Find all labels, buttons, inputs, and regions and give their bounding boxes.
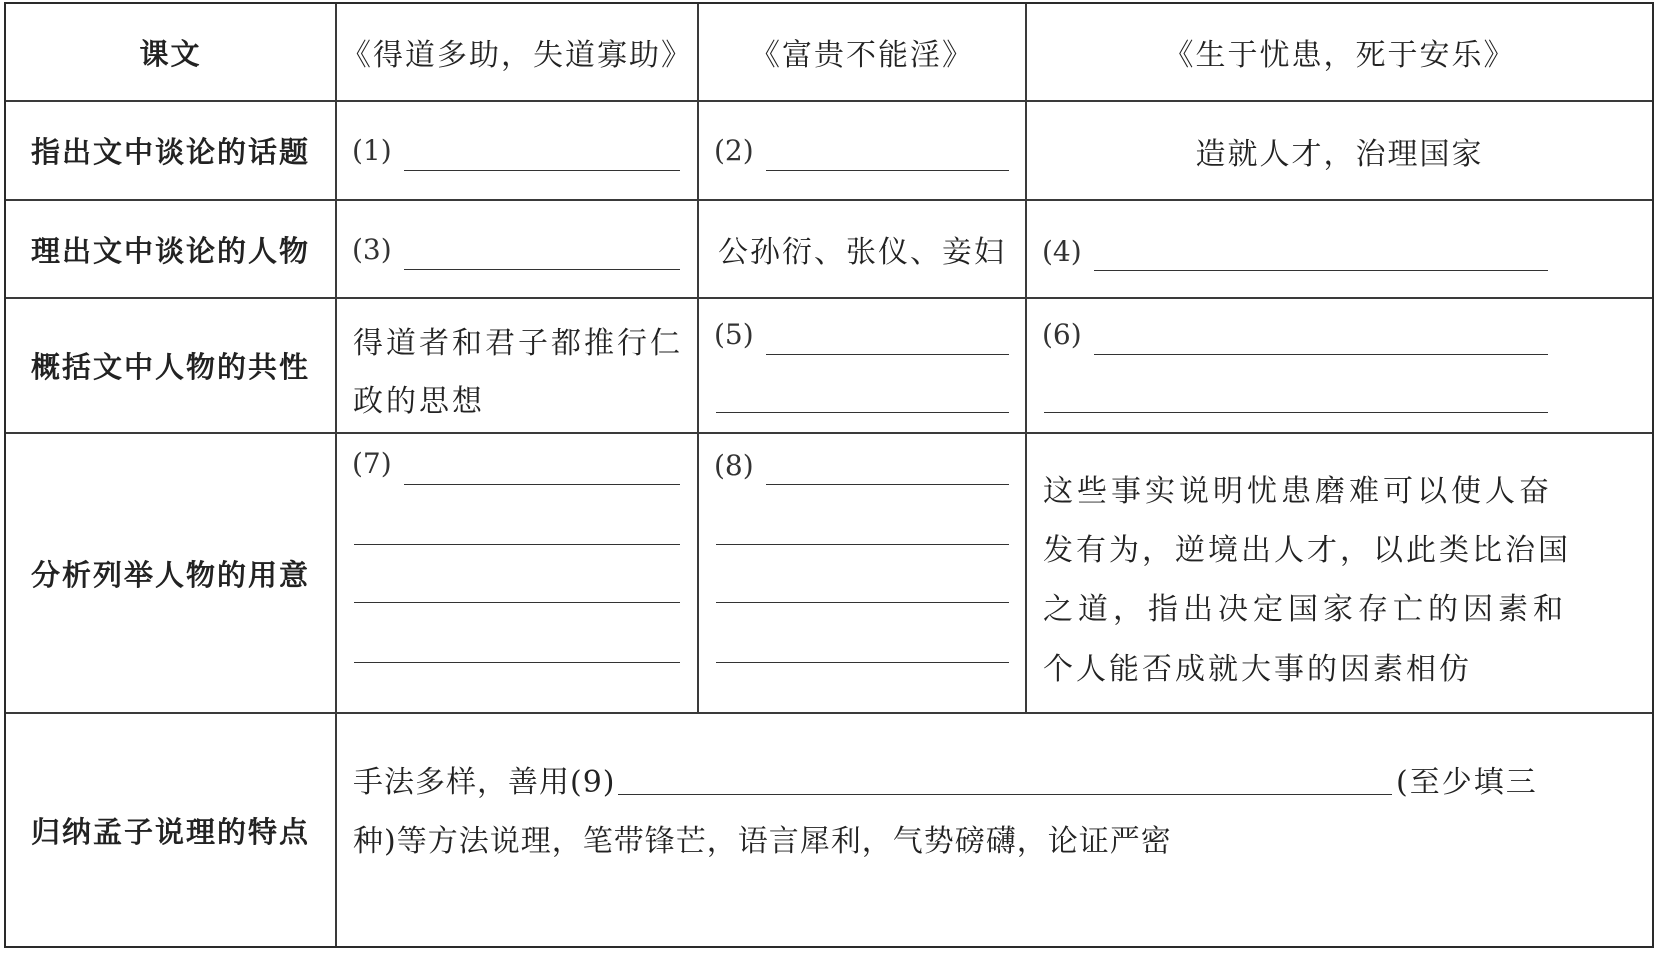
blank-number-3: (3) <box>352 233 392 266</box>
people-answer-2: 公孙衍、张仪、妾妇 <box>718 235 1006 270</box>
answer-blank-6a[interactable] <box>1094 354 1548 355</box>
col-divider <box>697 4 699 712</box>
purpose-answer-3-line4: 个人能否成就大事的因素相仿 <box>1043 652 1472 687</box>
answer-blank-5a[interactable] <box>766 354 1009 355</box>
common-answer-1-line2: 政的思想 <box>353 384 485 419</box>
answer-blank-3[interactable] <box>404 269 680 270</box>
blank-number-6: (6) <box>1042 318 1082 351</box>
answer-blank-8b[interactable] <box>716 544 1009 545</box>
header-text-2: 《富贵不能淫》 <box>750 38 974 73</box>
answer-blank-2[interactable] <box>766 170 1009 171</box>
answer-blank-7a[interactable] <box>404 484 680 485</box>
answer-blank-9[interactable] <box>618 794 1392 795</box>
row-label-purpose: 分析列举人物的用意 <box>30 557 310 592</box>
answer-blank-1[interactable] <box>404 170 680 171</box>
answer-blank-8d[interactable] <box>716 662 1009 663</box>
answer-blank-5b[interactable] <box>716 412 1009 413</box>
row-label-summary: 归纳孟子说理的特点 <box>30 814 310 849</box>
header-lesson: 课文 <box>139 36 202 71</box>
header-text-3: 《生于忧患，死于安乐》 <box>1163 38 1516 73</box>
summary-line1-prefix: 手法多样，善用(9) <box>353 765 616 800</box>
answer-blank-6b[interactable] <box>1044 412 1548 413</box>
purpose-answer-3-line3: 之道，指出决定国家存亡的因素和 <box>1043 592 1568 627</box>
common-answer-1-line1: 得道者和君子都推行仁 <box>353 326 683 361</box>
answer-blank-8a[interactable] <box>766 484 1009 485</box>
summary-line1-suffix: (至少填三 <box>1396 765 1538 800</box>
summary-line2: 种)等方法说理，笔带锋芒，语言犀利，气势磅礴，论证严密 <box>353 824 1172 859</box>
answer-blank-4[interactable] <box>1094 270 1548 271</box>
answer-blank-7c[interactable] <box>354 602 680 603</box>
blank-number-7: (7) <box>352 447 392 480</box>
col-divider <box>335 4 337 946</box>
blank-number-1: (1) <box>352 134 392 167</box>
answer-blank-8c[interactable] <box>716 602 1009 603</box>
topic-answer-3: 造就人才，治理国家 <box>1195 136 1484 172</box>
answer-blank-7b[interactable] <box>354 544 680 545</box>
row-label-topic: 指出文中谈论的话题 <box>30 135 310 169</box>
purpose-answer-3-line2: 发有为，逆境出人才，以此类比治国 <box>1043 533 1571 568</box>
purpose-answer-3-line1: 这些事实说明忧患磨难可以使人奋 <box>1043 474 1553 509</box>
blank-number-2: (2) <box>714 134 754 167</box>
fill-in-table <box>4 2 1654 948</box>
blank-number-8: (8) <box>714 449 754 482</box>
blank-number-5: (5) <box>714 318 754 351</box>
row-label-common: 概括文中人物的共性 <box>30 350 310 384</box>
header-text-1: 《得道多助，失道寡助》 <box>341 38 693 73</box>
answer-blank-7d[interactable] <box>354 662 680 663</box>
row-label-people: 理出文中谈论的人物 <box>30 233 310 268</box>
blank-number-4: (4) <box>1042 235 1082 268</box>
